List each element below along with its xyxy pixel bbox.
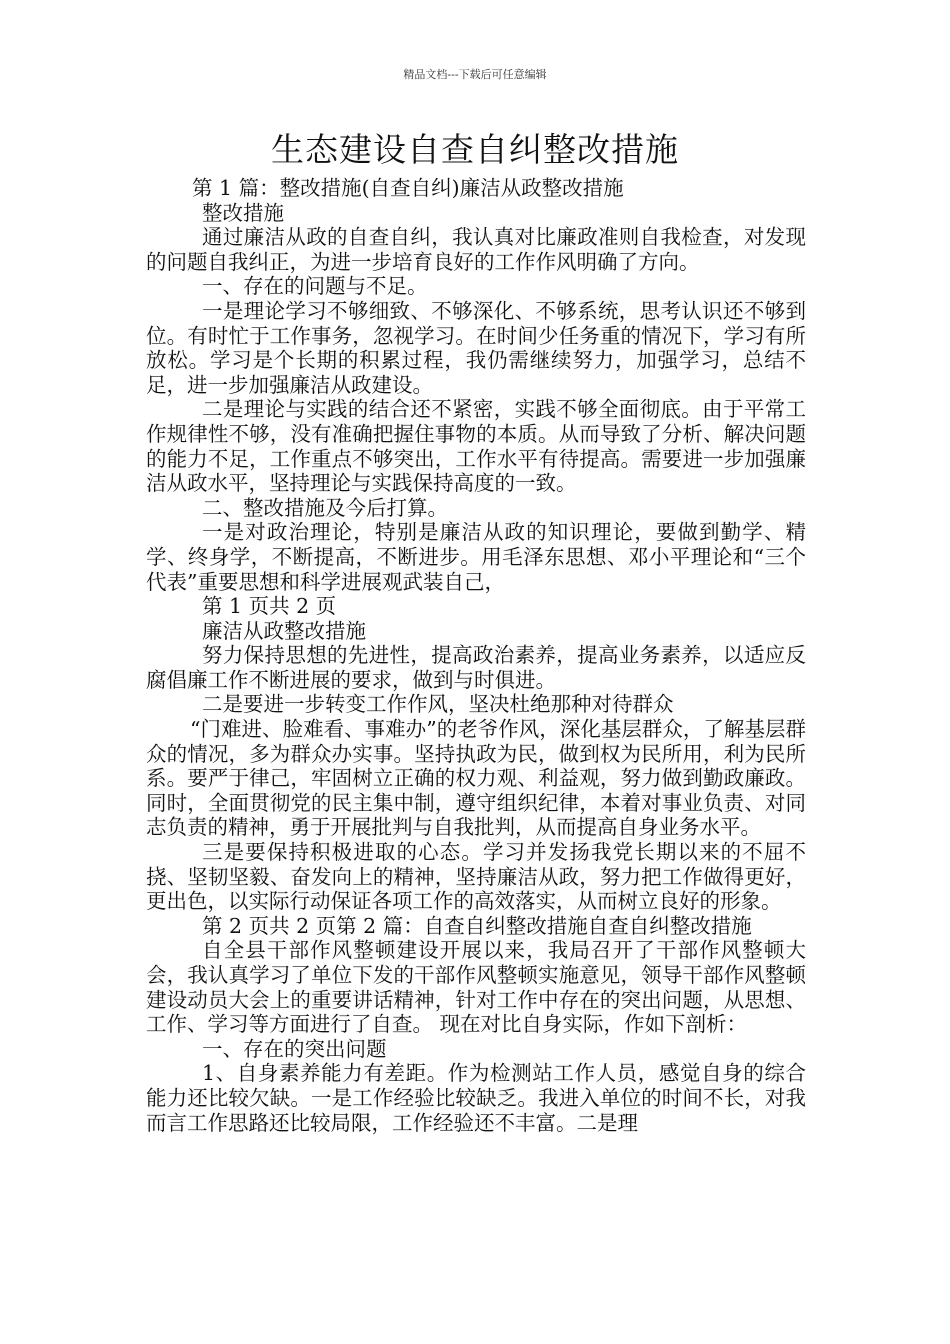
section-subtitle: 第 1 篇：整改措施(自查自纠)廉洁从政整改措施: [192, 176, 624, 200]
paragraph: “门难进、脸难看、事难办”的老爷作风，深化基层群众，了解基层群众的情况，多为群众办实事。坚持执政为民，做到权为民所用，利为民所系。要严于律己，牢固树立正确的权力观、利益观，努力做到勤政廉政。同时，全面贯彻党的民主集中制，遵守组织纪律，本着对事业负责、对同志负责的精神，勇于开展批判与自我批判，从而提高自身业务水平。: [146, 717, 806, 840]
paragraph: 一、存在的突出问题: [202, 1036, 387, 1061]
paragraph: 自全县干部作风整顿建设开展以来，我局召开了干部作风整顿大会，我认真学习了单位下发的干部作风整顿实施意见，领导干部作风整顿建设动员大会上的重要讲话精神，针对工作中存在的突出问题，从思想、工作、学习等方面进行了自查。 现在对比自身实际，作如下剖析：: [146, 938, 806, 1037]
paragraph: 一、存在的问题与不足。: [202, 274, 428, 299]
paragraph: 努力保持思想的先进性，提高政治素养，提高业务素养，以适应反腐倡廉工作不断进展的要求，做到与时俱进。: [146, 643, 806, 692]
paragraph: 通过廉洁从政的自查自纠，我认真对比廉政准则自我检查，对发现的问题自我纠正，为进一步培育良好的工作作风明确了方向。: [146, 225, 806, 274]
paragraph: 1、自身素养能力有差距。作为检测站工作人员，感觉自身的综合能力还比较欠缺。一是工作经验比较缺乏。我进入单位的时间不长，对我而言工作思路还比较局限，工作经验还不丰富。二是理: [146, 1061, 806, 1135]
paragraph: 二是要进一步转变工作作风，坚决杜绝那种对待群众: [202, 692, 674, 717]
paragraph: 二是理论与实践的结合还不紧密，实践不够全面彻底。由于平常工作规律性不够，没有准确把握住事物的本质。从而导致了分析、解决问题的能力不足，工作重点不够突出，工作水平有待提高。需要进一步加强廉洁从政水平，坚持理论与实践保持高度的一致。: [146, 397, 806, 496]
page-marker: 第 2 页共 2 页第 2 篇：自查自纠整改措施自查自纠整改措施: [202, 913, 752, 938]
paragraph: 整改措施: [202, 200, 284, 225]
paragraph: 三是要保持积极进取的心态。学习并发扬我党长期以来的不屈不挠、坚韧坚毅、奋发向上的精神，坚持廉洁从政，努力把工作做得更好，更出色，以实际行动保证各项工作的高效落实，从而树立良好的形象。: [146, 840, 806, 914]
document-body: [146, 176, 806, 1135]
page-marker: 第 1 页共 2 页: [202, 594, 337, 619]
paragraph: 廉洁从政整改措施: [202, 618, 366, 643]
paragraph: 一是对政治理论，特别是廉洁从政的知识理论，要做到勤学、精学、终身学，不断提高，不断进步。用毛泽东思想、邓小平理论和“三个代表”重要思想和科学进展观武装自己，: [146, 520, 806, 594]
page-header: 精品文档---下载后可任意编辑: [403, 68, 547, 81]
paragraph: 二、整改措施及今后打算。: [202, 495, 448, 520]
document-title: 生态建设自查自纠整改措施: [271, 130, 679, 169]
paragraph: 一是理论学习不够细致、不够深化、不够系统，思考认识还不够到位。有时忙于工作事务，忽视学习。在时间少任务重的情况下，学习有所放松。学习是个长期的积累过程，我仍需继续努力，加强学习，总结不足，进一步加强廉洁从政建设。: [146, 298, 806, 397]
